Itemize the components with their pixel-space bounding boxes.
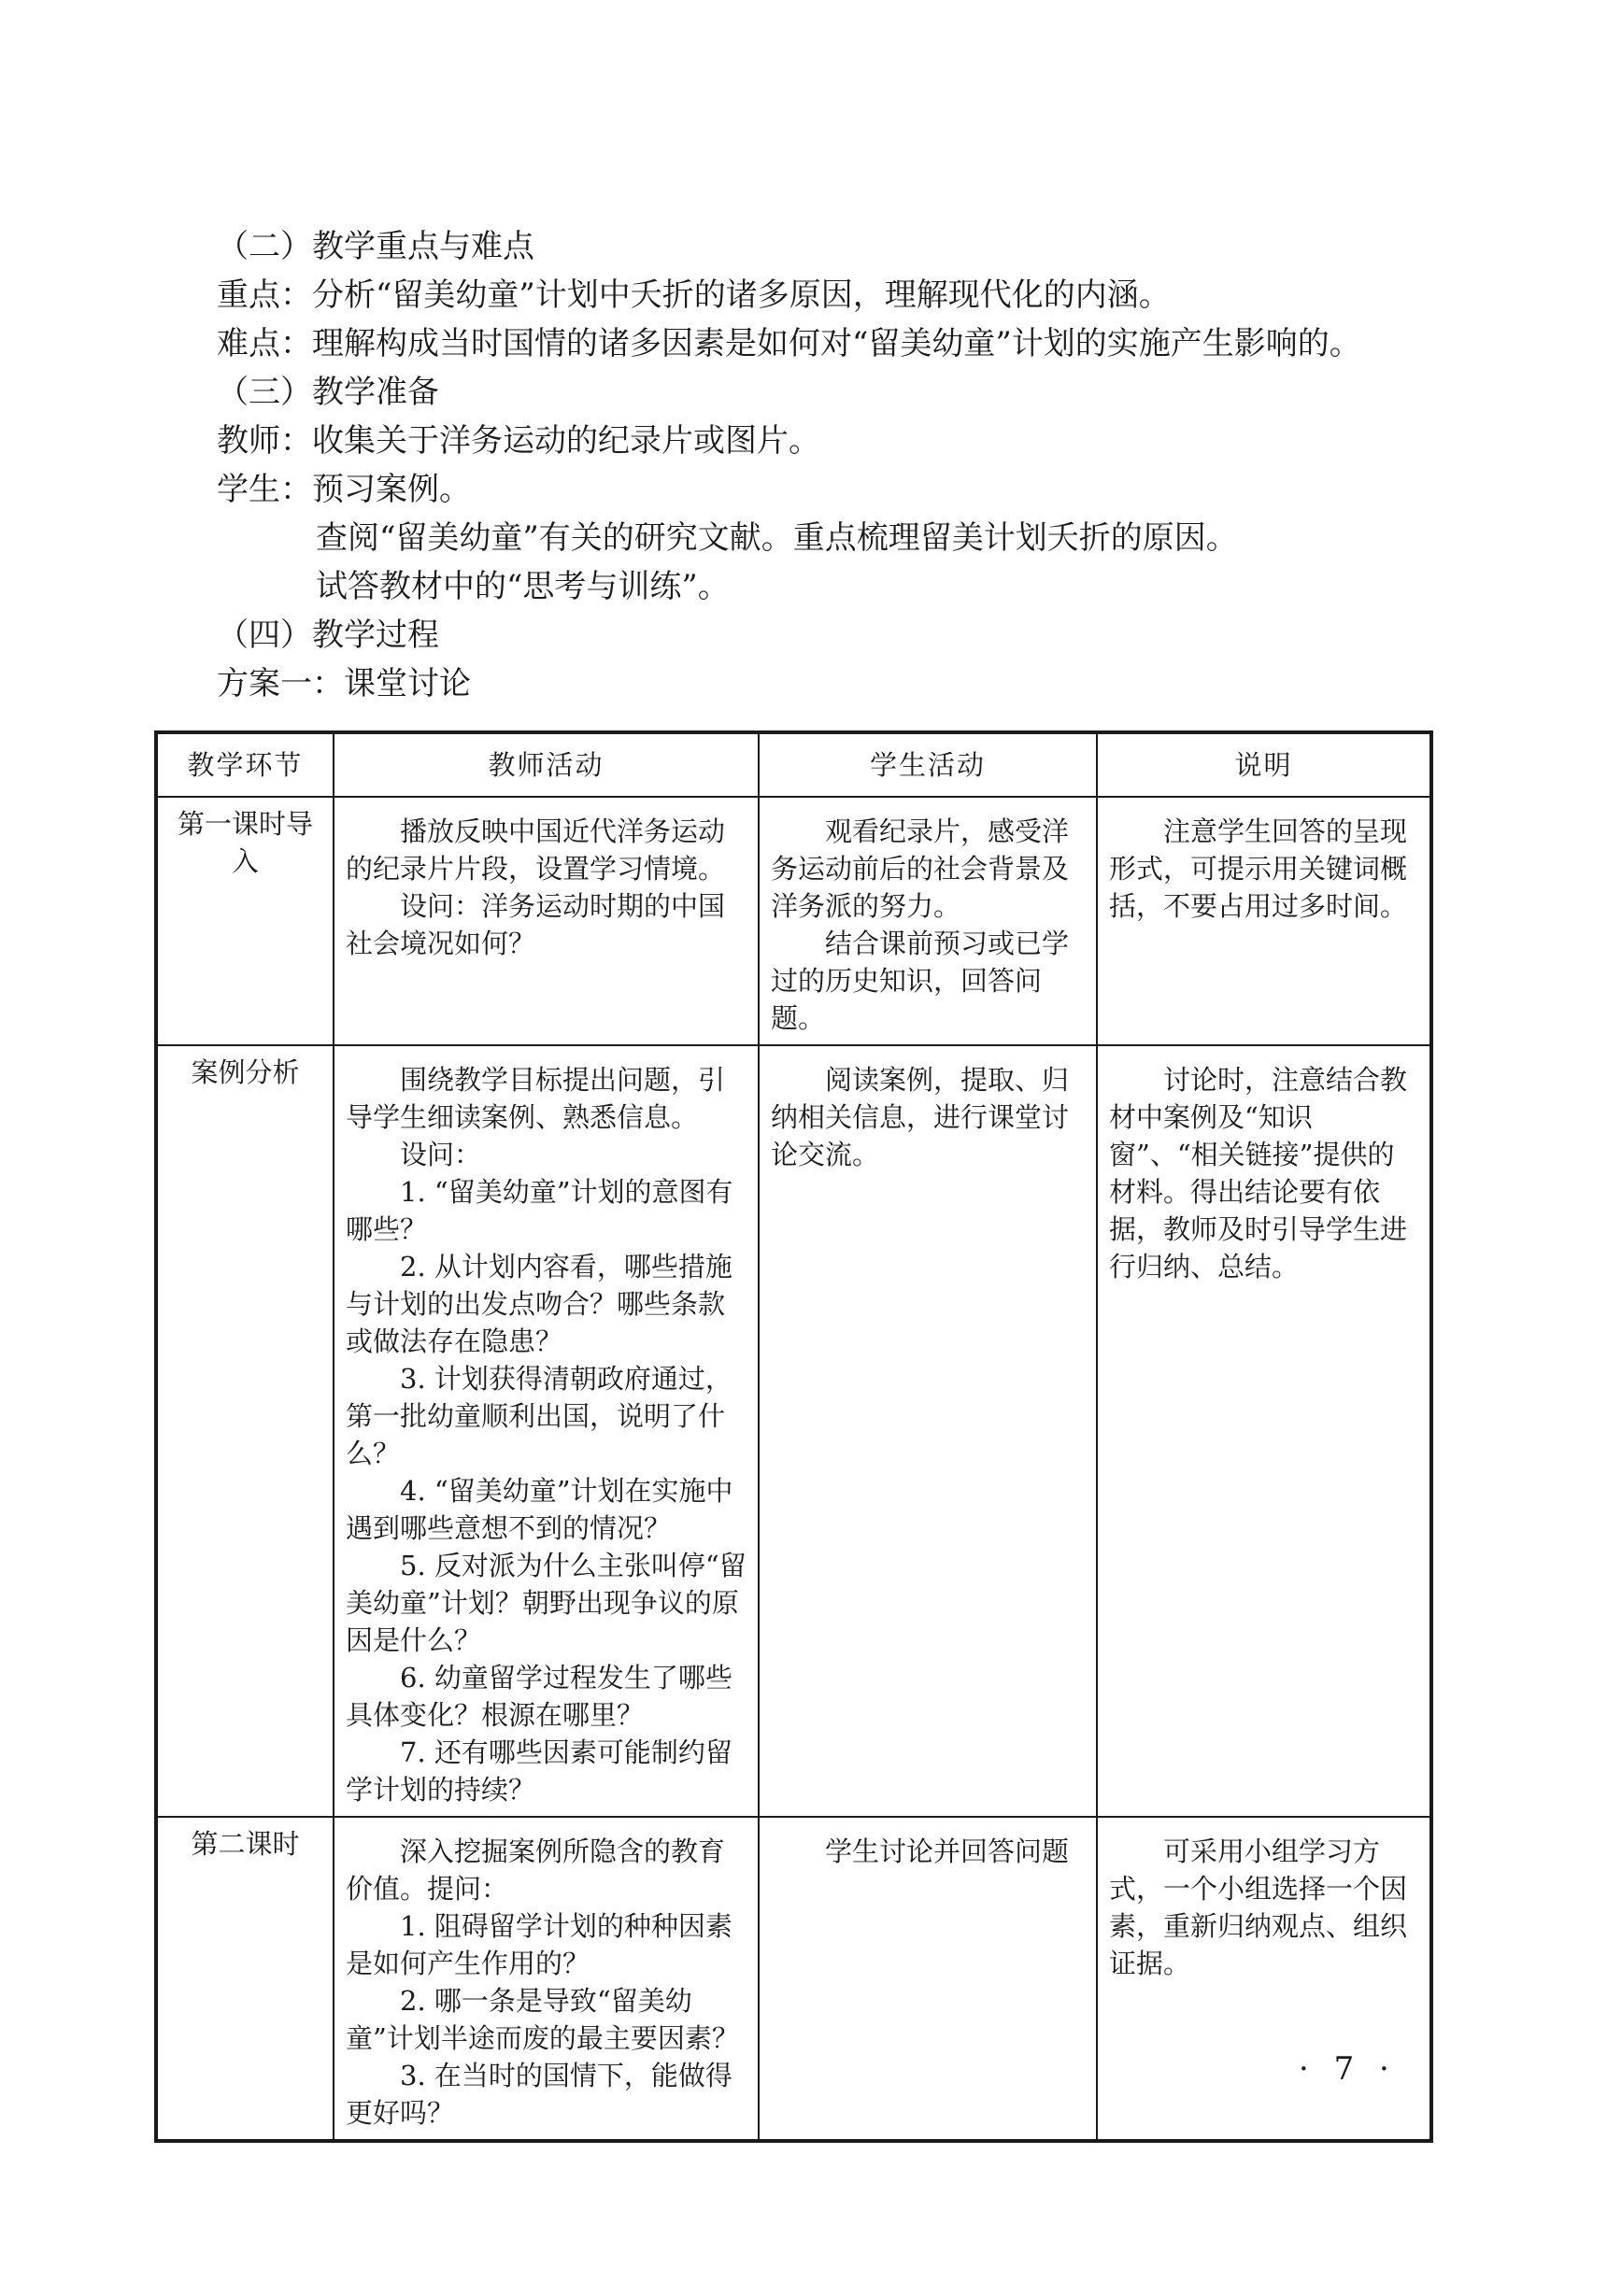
notes-cell: 讨论时，注意结合教材中案例及“知识窗”、“相关链接”提供的材料。得出结论要有依据，教师及时引导学生进行归纳、总结。	[1097, 1045, 1431, 1817]
student-activity-cell: 阅读案例，提取、归纳相关信息，进行课堂讨论交流。	[759, 1045, 1097, 1817]
notes-cell: 可采用小组学习方式，一个小组选择一个因素，重新归纳观点、组织证据。	[1097, 1817, 1431, 2141]
student-prep-exercise: 试答教材中的“思考与训练”。	[316, 568, 730, 605]
student-prep-literature: 查阅“留美幼童”有关的研究文献。重点梳理留美计划夭折的原因。	[316, 519, 1238, 557]
table-header-row	[156, 732, 1431, 797]
key-point-text: 重点：分析“留美幼童”计划中夭折的诸多原因，理解现代化的内涵。	[217, 276, 1171, 314]
table-row	[156, 1817, 1431, 2141]
header-notes: 说明	[1097, 732, 1431, 797]
table-row	[156, 797, 1431, 1045]
stage-cell: 第二课时	[156, 1817, 334, 2141]
stage-cell: 第一课时导入	[156, 797, 334, 1045]
student-activity-cell: 学生讨论并回答问题	[759, 1817, 1097, 2141]
teacher-activity-cell: 围绕教学目标提出问题，引导学生细读案例、熟悉信息。 设问： 1. “留美幼童”计划的意图有哪些？ 2. 从计划内容看，哪些措施与计划的出发点吻合？哪些条款或做法存在隐患？ 3. 计划获得清朝政府通过，第一批幼童顺利出国，说明了什么？ 4. “留美幼童”计划在实施中遇到哪些意想不到的情况？ 5. 反对派为什么主张叫停“留美幼童”计划？朝野出现争议的原因是什么？ 6. 幼童留学过程发生了哪些具体变化？根源在哪里？ 7. 还有哪些因素可能制约留学计划的持续？	[334, 1045, 759, 1817]
student-activity-cell: 观看纪录片，感受洋务运动前后的社会背景及洋务派的努力。 结合课前预习或已学过的历史知识，回答问题。	[759, 797, 1097, 1045]
teacher-activity-cell: 播放反映中国近代洋务运动的纪录片片段，设置学习情境。 设问：洋务运动时期的中国社会境况如何？	[334, 797, 759, 1045]
teacher-prep-text: 教师：收集关于洋务运动的纪录片或图片。	[217, 422, 820, 460]
table-row	[156, 1045, 1431, 1817]
stage-cell: 案例分析	[156, 1045, 334, 1817]
page-number: · 7 ·	[1299, 2050, 1397, 2088]
teacher-activity-cell: 深入挖掘案例所隐含的教育价值。提问： 1. 阻碍留学计划的种种因素是如何产生作用的？ 2. 哪一条是导致“留美幼童”计划半途而废的最主要因素？ 3. 在当时的国情下，能做得更好吗？	[334, 1817, 759, 2141]
section-heading-2: （二）教学重点与难点	[217, 228, 534, 265]
header-student-activity: 学生活动	[759, 732, 1097, 797]
teaching-process-table	[154, 730, 1433, 2143]
difficulty-text: 难点：理解构成当时国情的诸多因素是如何对“留美幼童”计划的实施产生影响的。	[217, 325, 1361, 362]
header-teacher-activity: 教师活动	[334, 732, 759, 797]
section-heading-4: （四）教学过程	[217, 617, 439, 654]
plan-title: 方案一：课堂讨论	[217, 665, 471, 702]
header-stage: 教学环节	[156, 732, 334, 797]
student-prep-text: 学生：预习案例。	[217, 471, 471, 508]
notes-cell: 注意学生回答的呈现形式，可提示用关键词概括，不要占用过多时间。	[1097, 797, 1431, 1045]
section-heading-3: （三）教学准备	[217, 374, 439, 411]
